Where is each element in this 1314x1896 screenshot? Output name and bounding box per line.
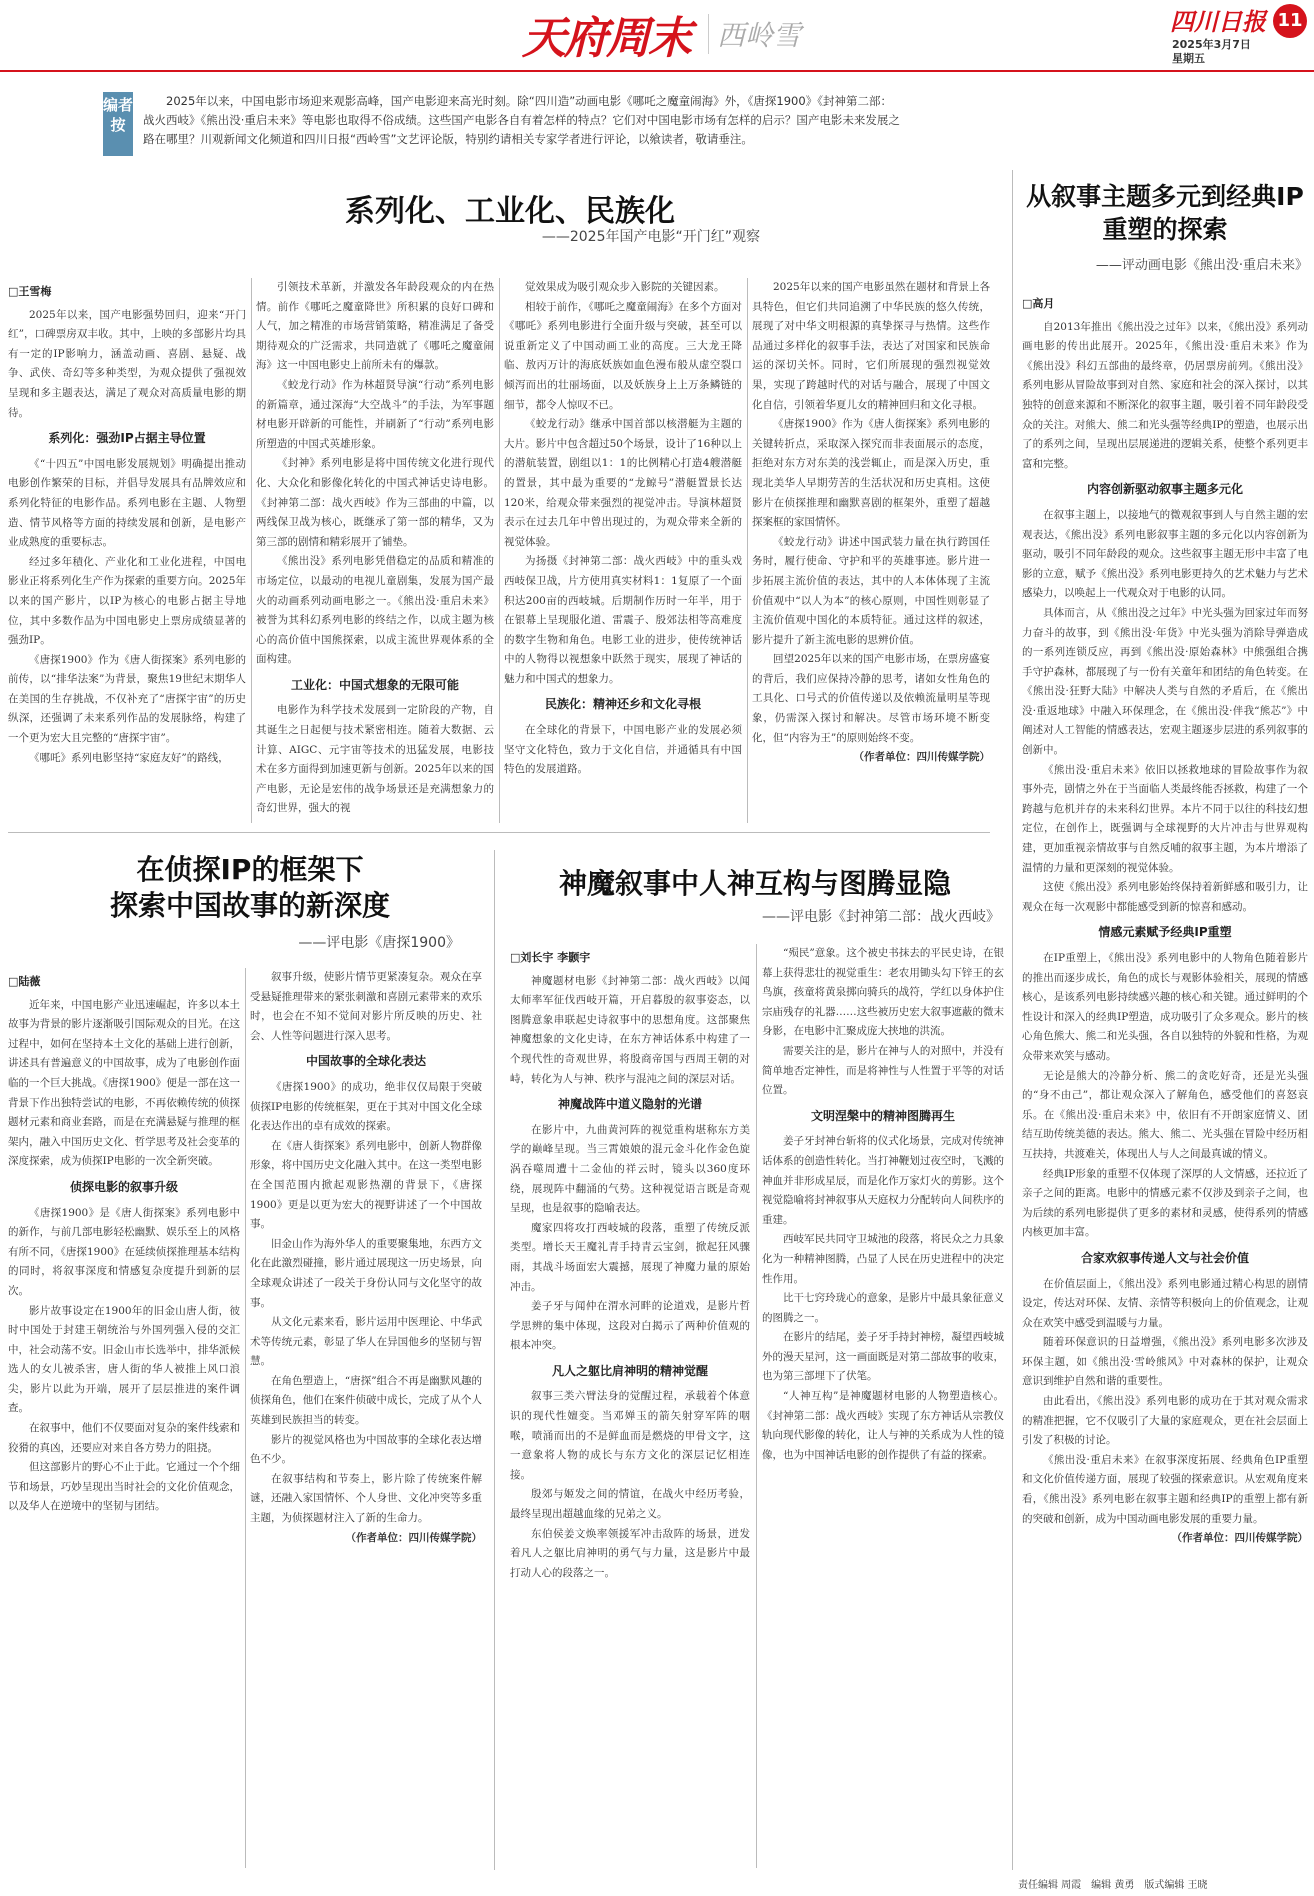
- paragraph: 《蛟龙行动》继承中国首部以核潜艇为主题的大片。影片中包含超过50个场景，设计了16种以上的潜航装置，剧组以1：1的比例精心打造4艘潜艇的置景，其中最为重要的“龙鲸号”潜艇置景长达120米，给观众带来强烈的视觉冲击。导演林超贤表示在过去几年中曾出现过的，为观众带来全新的视觉体验。: [504, 418, 742, 548]
- paragraph: 《封神》系列电影是将中国传统文化进行现代化、大众化和影像化转化的中国式神话史诗电影。《封神第二部：战火西岐》作为三部曲的中篇，以两线保卫战为核心，既继承了第一部的精华，又为第三部的剧情和精彩展开了铺垫。: [256, 457, 494, 548]
- paragraph: 由此看出，《熊出没》系列电影的成功在于其对观众需求的精准把握，它不仅吸引了大量的家庭观众，更在社会层面上引发了积极的讨论。: [1022, 1395, 1308, 1447]
- paragraph: “人神互构”是神魔题材电影的人物塑造核心。《封神第二部：战火西岐》实现了东方神话从宗教仪轨向现代影像的转化，让人与神的关系成为人性的镜像，也为中国神话电影的创作提供了有益的探索。: [762, 1390, 1004, 1461]
- article1-col1: [8, 278, 246, 838]
- paragraph: 《唐探1900》的成功，绝非仅仅局限于突破侦探IP电影的传统框架，更在于其对中国文化全球化表达作出的卓有成效的探索。: [250, 1080, 482, 1133]
- article2-author: □高月: [1022, 297, 1055, 310]
- paragraph: 《唐探1900》作为《唐人街探案》系列电影的前传，以“排华法案”为背景，聚焦19世纪末期华人在美国的生存挑战，不仅补充了“唐探宇宙”的历史纵深，还强调了未来系列作品的发展脉络，构建了一个更为宏大且完整的“唐探宇宙”。: [8, 653, 246, 745]
- paragraph: 觉效果成为吸引观众步入影院的关键因素。: [525, 281, 725, 293]
- article3-subtitle: ——评电影《唐探1900》: [298, 935, 460, 951]
- paragraph: 神魔题材电影《封神第二部：战火西岐》以闻太师率军征伐西岐开篇，开启暮殷的叙事姿态，以图腾意象串联起史诗叙事中的思想角度。这部聚焦神魔想象的文化史诗，在东方神话体系中构建了一个现代性的奇观世界，将殷商帝国与西周王朝的对峙，转化为人与神、秩序与混沌之间的深层对话。: [510, 974, 750, 1085]
- paragraph: 在全球化的背景下，中国电影产业的发展必须坚守文化特色，致力于文化自信，并通循具有中国特色的发展道路。: [504, 724, 742, 776]
- article1-author-unit: （作者单位：四川传媒学院）: [853, 751, 990, 764]
- column-divider: [245, 968, 246, 1868]
- paragraph: 魔家四将攻打西岐城的段落，重塑了传统反派类型。增长天王魔礼青手持青云宝剑，掀起狂风骤雨，其战斗场面宏大震撼，展现了神魔力量的原始冲击。: [510, 1221, 750, 1293]
- paragraph: “殒民”意象。这个被史书抹去的平民史诗，在银幕上获得悲壮的视觉重生：老农用锄头勾下锌王的玄鸟旗，孩童将黄泉掷向骑兵的战符，学红以身体护住宗庙残存的礼器……这些被历史宏大叙事遮蔽的微末身影，在电影中汇聚成庞大挟地的洪流。: [762, 947, 1004, 1038]
- article2-title: 从叙事主题多元到经典IP重塑的探索: [1026, 182, 1304, 244]
- article4-section3-heading: 文明涅槃中的精神图腾再生: [810, 1108, 955, 1123]
- column-divider: [756, 944, 757, 1868]
- paragraph: 旧金山作为海外华人的重要聚集地，东西方文化在此激烈碰撞，影片通过展现这一历史场景，向全球观众讲述了一段关于身份认同与文化坚守的故事。: [250, 1237, 482, 1309]
- paragraph: 在价值层面上，《熊出没》系列电影通过精心构思的剧情设定，传达对环保、友情、亲情等积极向上的价值观念，让观众在欢笑中感受到温暖与力量。: [1022, 1277, 1308, 1329]
- paragraph: 姜子牙封神台斩将的仪式化场景，完成对传统神话体系的创造性转化。当打神鞭划过夜空时，飞溅的神血并非形成星辰，而是化作万家灯火的剪影。这个视觉隐喻将封神叙事从天庭权力分配转向人间秩序的重建。: [762, 1135, 1004, 1226]
- column-divider: [1012, 170, 1013, 1870]
- paragraph: 2025年以来，国产电影强势回归，迎来“开门红”，口碑票房双丰收。其中，上映的多部影片均具有一定的IP影响力，涵盖动画、喜剧、悬疑、战争、武侠、奇幻等多种类型，为观众提供了强视效呈现和多主题表达，满足了观众对高质量电影的期待。: [8, 308, 246, 419]
- paragraph: 《熊出没·重启未来》依旧以拯救地球的冒险故事作为叙事外壳，剧情之外在于当面临人类最终能否拯救，构建了一个跨越与危机并存的未来科幻世界。本片不同于以往的科技幻想定位，在创作上，既强调与全球视野的大片冲击与世界观构建，更加重视亲情故事与自然反哺的叙事主题，为本片增添了温情的力量和更深刻的视觉体验。: [1022, 763, 1308, 874]
- article1-section3-heading: 民族化：精神还乡和文化寻根: [544, 697, 701, 712]
- article3-author: □陆薇: [8, 975, 41, 988]
- paragraph: 从文化元素来看，影片运用中医理论、中华武术等传统元素，彰显了华人在异国他乡的坚韧与智慧。: [250, 1316, 482, 1368]
- article2-section1-heading: 内容创新驱动叙事主题多元化: [1086, 482, 1243, 497]
- paragraph: 《熊出没》系列电影凭借稳定的品质和精准的市场定位，以最动的电视儿童剧集，发展为国产最火的动画系列动画电影之一。《熊出没·重启未来》被誉为其科幻系列电影的终结之作，以成主题为核心的高价值中国熊探索，以成主流世界观体系的全面构建。: [256, 555, 494, 666]
- section-divider: [8, 832, 990, 833]
- paragraph: 具体而言，从《熊出没之过年》中光头强为回家过年而努力奋斗的故事，到《熊出没·年货》中光头强为消除导弹造成的一系列连锁反应，再到《熊出没·原始森林》中熊强组合携手守护森林，都展现了与一份有关童年和团结的角色转变。在《熊出没·狂野大陆》中解决人类与自然的矛盾后，在《熊出没·重返地球》中融入环保理念，在《熊出没·伴我“熊芯”》中阐述对人工智能的情感表达，宏观主题逐步层进的系列叙事的创新中。: [1022, 606, 1308, 757]
- editor-note-text: 2025年以来，中国电影市场迎来观影高峰，国产电影迎来高光时刻。除“四川造”动画电影《哪吒之魔童闹海》外，《唐探1900》《封神第二部：战火西岐》《熊出没·重启未来》等电影也取得不俗成绩。这些国产电影各自有着怎样的特点？它们对中国电影市场有怎样的启示？国产电影未来发展之路在哪里？川观新闻文化频道和四川日报“西岭雪”文艺评论版，特别约请相关专家学者进行评论，以飨读者，敬请垂注。: [143, 94, 900, 146]
- paragraph: 在角色塑造上，“唐探”组合不再是幽默风趣的侦探角色，他们在案件侦破中成长，完成了从个人英雄到民族担当的转变。: [250, 1374, 482, 1427]
- paragraph: 但这部影片的野心不止于此。它通过一个个细节和场景，巧妙呈现出当时社会的文化价值观念，以及华人在逆境中的坚韧与团结。: [8, 1461, 240, 1513]
- article2-section3-heading: 合家欢叙事传递人文与社会价值: [1080, 1250, 1249, 1265]
- paragraph: 西岐军民共同守卫城池的段落，将民众之力具象化为一种精神图腾，凸显了人民在历史进程中的决定性作用。: [762, 1233, 1004, 1285]
- paragraph: 叙事升级，使影片情节更紧凑复杂。观众在享受悬疑推理带来的紧张刺激和喜剧元素带来的欢乐时，也会在不知不觉间对影片所反映的历史、社会、人性等问题进行深入思考。: [250, 971, 482, 1042]
- paragraph: 《唐探1900》是《唐人街探案》系列电影中的新作，与前几部电影轻松幽默、娱乐至上的风格有所不同，《唐探1900》在延续侦探推理基本结构的同时，将叙事深度和情感复杂度提升到新的层次。: [8, 1206, 240, 1297]
- paragraph: 在叙事中，他们不仅要面对复杂的案件线索和狡猾的真凶，还要应对来自各方势力的阻挠。: [8, 1422, 240, 1454]
- paragraph: 《蛟龙行动》讲述中国武装力量在执行跨国任务时，履行使命、守护和平的英雄事迹。影片进一步拓展主流价值的表达，其中的人本体体现了主流价值观中“以人为本”的核心原则，中国性则彰显了主流价值观中国化的本质特征。通过这样的叙述，影片提升了新主流电影的思辨价值。: [752, 535, 990, 646]
- editor-note-label: 编者按: [103, 92, 133, 156]
- paragraph: 姜子牙与闻仲在渭水河畔的论道戏，是影片哲学思辨的集中体现，这段对白揭示了两种价值观的根本冲突。: [510, 1300, 750, 1352]
- column-divider: [251, 278, 252, 823]
- article2-author-unit: （作者单位：四川传媒学院）: [1171, 1532, 1308, 1545]
- section-logo: 天府周末: [522, 13, 690, 64]
- paragraph: 《哪吒》系列电影坚持“家庭友好”的路线，: [29, 751, 229, 764]
- paragraph: 在叙事结构和节奏上，影片除了传统案件解谜，还融入家国情怀、个人身世、文化冲突等多重主题，为侦探题材注入了新的生命力。: [250, 1472, 482, 1525]
- paragraph: 相较于前作，《哪吒之魔童闹海》在多个方面对《哪吒》系列电影进行全面升级与突破，甚至可以说重新定义了中国动画工业的高度。三大龙王降临、敖丙万计的海底妖族如血色漫布般从虚空裂口倾泻而出的壮丽场面，以及妖族身上上万条鳞链的细节，都令人惊叹不已。: [504, 300, 742, 411]
- article4-subtitle: ——评电影《封神第二部：战火西岐》: [762, 909, 1000, 925]
- article4-section2-heading: 凡人之躯比肩神明的精神觉醒: [551, 1363, 708, 1378]
- article4-author: □刘长宇 李颢宇: [510, 951, 591, 964]
- paragraph: 近年来，中国电影产业迅速崛起，许多以本土故事为背景的影片逐渐吸引国际观众的目光。在这过程中，如何在坚持本土文化的基础上进行创新，讲述具有普遍意义的中国故事，成为了电影创作面临的一个巨大挑战。《唐探1900》便是一部在这一背景下作出独特尝试的电影，不再依赖传统的侦探题材元素和商业套路，而是在充满悬疑与推理的框架内，融入中国历史文化、哲学思考及社会变革的深度探索，成为侦探IP电影的一次全新突破。: [8, 998, 240, 1168]
- paragraph: 回望2025年以来的国产电影市场，在票房盛宴的背后，我们应保持冷静的思考，诸如女性角色的工具化、口号式的价值传递以及依赖流量明星等现象，仍需深入探讨和解决。尽管市场环境不断变化，但“内容为王”的原则始终不变。: [752, 653, 990, 744]
- paragraph: 2025年以来的国产电影虽然在题材和背景上各具特色，但它们共同追溯了中华民族的悠久传统，展现了对中华文明根源的真挚探寻与热情。这些作品通过多样化的叙事手法，表达了对国家和民族命运的深切关怀。同时，它们所展现的强烈视觉效果，实现了跨越时代的对话与融合，展现了中国文化自信，引领着华夏儿女的精神回归和文化寻根。: [752, 281, 990, 411]
- top-rule: [0, 70, 1314, 72]
- section-sub-logo: 西岭雪: [708, 14, 801, 54]
- paragraph: 《蛟龙行动》作为林超贤导演“行动”系列电影的新篇章，通过深海“大空战斗”的手法，为军事题材电影开辟新的可能性，并刷新了“行动”系列电影所塑造的中国式英雄形象。: [256, 378, 494, 450]
- article1-col3: [504, 278, 742, 823]
- article3-col1: [8, 968, 240, 1868]
- paragraph: 这使《熊出没》系列电影始终保持着新鲜感和吸引力，让观众在每一次观影中都能感受到新的惊喜和感动。: [1022, 881, 1308, 913]
- paragraph: 东伯侯姜文焕率领援军冲击敌阵的场景，迸发着凡人之躯比肩神明的勇气与力量，这是影片中最打动人心的段落之一。: [510, 1527, 750, 1579]
- paragraph: 在IP重塑上，《熊出没》系列电影中的人物角色随着影片的推出而逐步成长，角色的成长与观影体验相关，展现的情感核心，是该系列电影持续感兴趣的核心和关键。通过鲜明的个性设计和深入的经典IP塑造，成功吸引了众多观众。影片的核心角色熊大、熊二和光头强，各自以独特的外貌和性格，为观众带来欢笑与感动。: [1022, 952, 1308, 1062]
- paragraph: 经典IP形象的重塑不仅体现了深厚的人文情感，还拉近了亲子之间的距离。电影中的情感元素不仅涉及到亲子之间，也为后续的系列电影提供了更多的素材和灵感，使得系列的情感内核更加丰富。: [1022, 1167, 1308, 1239]
- paragraph: 经过多年積化、产业化和工业化进程，中国电影业正将系列化生产作为探索的重要方向。2025年以来的国产影片，以IP为核心的电影占据主导地位，其中多数作品为中国电影史上票房成绩显著的强劲IP。: [8, 555, 246, 647]
- paragraph: 《唐探1900》作为《唐人街探案》系列电影的关键转折点，采取深入探究而非表面展示的态度，拒绝对东方对东美的浅尝辄止，而是深入历史，重现北美华人早期劳苦的生活状况和历史真相。这使影片在侦探推理和幽默喜剧的框架外，重塑了超越探案框的家国情怀。: [752, 418, 990, 529]
- paragraph: 影片的视觉风格也为中国故事的全球化表达增色不少。: [250, 1433, 482, 1466]
- article1-section1-heading: 系列化：强劲IP占据主导位置: [48, 431, 206, 446]
- paragraph: 随着环保意识的日益增强，《熊出没》系列电影多次涉及环保主题，如《熊出没·雪岭熊风》中对森林的保护，让观众意识到维护自然和谐的重要性。: [1022, 1336, 1308, 1388]
- issue-weekday: 星期五: [1172, 52, 1205, 65]
- article1-author: □王雪梅: [8, 285, 52, 298]
- paragraph: 引领技术革新，并激发各年龄段观众的内在热情。前作《哪吒之魔童降世》所积累的良好口碑和人气，加之精准的市场营销策略，精准满足了备受期待观众的广泛需求，共同造就了《哪吒之魔童闹海》这一中国电影史上前所未有的爆款。: [256, 281, 494, 372]
- article4-col1: [510, 944, 750, 1868]
- article1-col4: [752, 278, 990, 823]
- article4-title: 神魔叙事中人神互构与图腾显隐: [558, 867, 951, 900]
- article3-section2-heading: 中国故事的全球化表达: [305, 1054, 426, 1069]
- article3-title: [30, 852, 470, 924]
- article3-title-line1: 在侦探IP的框架下: [136, 853, 364, 886]
- paragraph: 《“十四五”中国电影发展规划》明确提出推动电影创作繁荣的目标，并倡导发展具有品牌效应和系列化特征的电影作品。系列电影在主题、人物塑造、情节风格等方面的持续发展和创新，是电影产业成熟度的重要标志。: [8, 457, 246, 549]
- paragraph: 电影作为科学技术发展到一定阶段的产物，自其诞生之日起便与技术紧密相连。随着大数据、云计算、AIGC、元宇宙等技术的迅猛发展，电影技术在多方面得到加速更新与创新。2025年以来的国产电影，无论是宏伟的战争场景还是充满想象力的奇幻世界，强大的视: [256, 704, 494, 815]
- paragraph: 在影片的结尾，姜子牙手持封神榜，凝望西岐城外的漫天星河，这一画面既是对第二部故事的收束，也为第三部埋下了伏笔。: [762, 1331, 1004, 1383]
- newspaper-name: 四川日报: [1170, 8, 1266, 36]
- paragraph: 《熊出没·重启未来》在叙事深度拓展、经典角色IP重塑和文化价值传递方面，展现了较强的探索意识。从宏观角度来看，《熊出没》系列电影在叙事主题和经典IP的重塑上都有新的突破和创新，成为中国动画电影发展的重要力量。: [1022, 1453, 1308, 1525]
- article3-title-line2: 探索中国故事的新深度: [109, 889, 390, 922]
- article4-col2: [762, 944, 1004, 1868]
- paragraph: 在叙事主题上，以接地气的微观叙事到人与自然主题的宏观表达，《熊出没》系列电影叙事主题的多元化以内容创新为驱动，吸引不同年龄段的观众。这些叙事主题无形中丰富了电影的立意，赋予《熊出没》系列电影更持久的艺术魅力与艺术感染力，以唤起上一代观众对于电影的认同。: [1022, 508, 1308, 600]
- column-divider: [747, 278, 748, 823]
- article2-section2-heading: 情感元素赋予经典IP重塑: [1098, 925, 1232, 940]
- paragraph: 叙事三类六臂法身的觉醒过程，承载着个体意识的现代性嬗变。当邓婵玉的箭矢射穿军阵的咽喉，喷涌而出的不是鲜血而是燃烧的甲骨文字，这一意象将人物的成长与东方文化的深层记忆相连接。: [510, 1390, 750, 1481]
- article3-section1-heading: 侦探电影的叙事升级: [69, 1179, 178, 1194]
- article3-col2: [250, 968, 482, 1868]
- article2-subtitle: ——评动画电影《熊出没·重启未来》: [1095, 258, 1308, 273]
- paragraph: 在《唐人街探案》系列电影中，创新人物群像形象，将中国历史文化融入其中。在这一类型电影在全国范围内掀起观影热潮的背景下，《唐探1900》更是以更为宏大的视野讲述了一个中国故事。: [250, 1139, 482, 1231]
- column-divider: [499, 278, 500, 823]
- article1-col2: [256, 278, 494, 823]
- paragraph: 在影片中，九曲黄河阵的视觉重构堪称东方美学的巅峰呈现。当三霄娘娘的混元金斗化作金色旋涡吞噬周遭十二金仙的祥云时，镜头以360度环绕，展现阵中翻涌的气势。这种视觉语言既是奇观呈现，也是叙事的隐喻表达。: [510, 1123, 750, 1215]
- article1-subtitle: ——2025年国产电影“开门红”观察: [541, 229, 760, 245]
- article1-title: 系列化、工业化、民族化: [345, 194, 675, 229]
- article3-author-unit: （作者单位：四川传媒学院）: [345, 1531, 482, 1544]
- paragraph: 自2013年推出《熊出没之过年》以来，《熊出没》系列动画电影的传出此展开。2025年，《熊出没·重启未来》作为《熊出没》科幻五部曲的最终章，仍居票房前列。《熊出没》系列电影从冒险故事到对自然、家庭和社会的深入探讨，以其独特的创意来源和不断深化的叙事主题，吸引着不同年龄段受众的关注。对熊大、熊二和光头强等经典IP的塑造，也展示出了的系列之间，呈现出层展递进的逻辑关系，使整个系列更丰富和完整。: [1022, 320, 1308, 470]
- paragraph: 需要关注的是，影片在神与人的对照中，并没有简单地否定神性，而是将神性与人性置于平等的对话位置。: [762, 1044, 1004, 1097]
- editor-credits-footer: 责任编辑 周霞 编辑 黄勇 版式编辑 王晓: [1018, 1880, 1208, 1891]
- paragraph: 影片故事设定在1900年的旧金山唐人街，彼时中国处于封建王朝统治与外国列强入侵的交汇中，社会动荡不安。旧金山市长选举中，排华派候选人的女儿被杀害，唐人街的华人被推上风口浪尖，影片以此为开端，展开了层层推进的案件调查。: [8, 1304, 240, 1415]
- column-divider: [494, 850, 495, 1870]
- paragraph: 比干七窍玲珑心的意象，是影片中最具象征意义的图腾之一。: [762, 1292, 1004, 1324]
- article4-section1-heading: 神魔战阵中道义隐射的光谱: [557, 1097, 702, 1112]
- masthead: [0, 0, 1314, 65]
- issue-date: 2025年3月7日: [1172, 38, 1251, 51]
- article2-col: [1022, 290, 1308, 1862]
- paragraph: 殷郊与姬发之间的情谊，在战火中经历考验，最终呈现出超越血缘的兄弟之义。: [510, 1488, 750, 1521]
- article1-section2-heading: 工业化：中国式想象的无限可能: [290, 677, 459, 692]
- page-number-badge: 11: [1273, 4, 1307, 38]
- paragraph: 为扬摄《封神第二部：战火西岐》中的重头戏西岐保卫战，片方使用真实材料1：1复原了一个面积达200亩的西岐城。后期制作历时一年半，用于在银幕上呈现服化道、雷震子、殷郊法相等高难度的数字生物和角色。电影工业的进步，使传统神话中的人物得以视想象中跃然于现实，展现了神话的魅力和中国式的想象力。: [504, 555, 742, 685]
- paragraph: 无论是熊大的冷静分析、熊二的贪吃好奇，还是光头强的“身不由己”，都让观众深入了解角色，感受他们的喜怒哀乐。在《熊出没·重启未来》中，依旧有不开朗家庭情义、团结互助传统美德的表达。熊大、熊二、光头强在冒险中经历相互扶持，共渡难关，体现出人与人之间最真诚的情义。: [1022, 1069, 1308, 1160]
